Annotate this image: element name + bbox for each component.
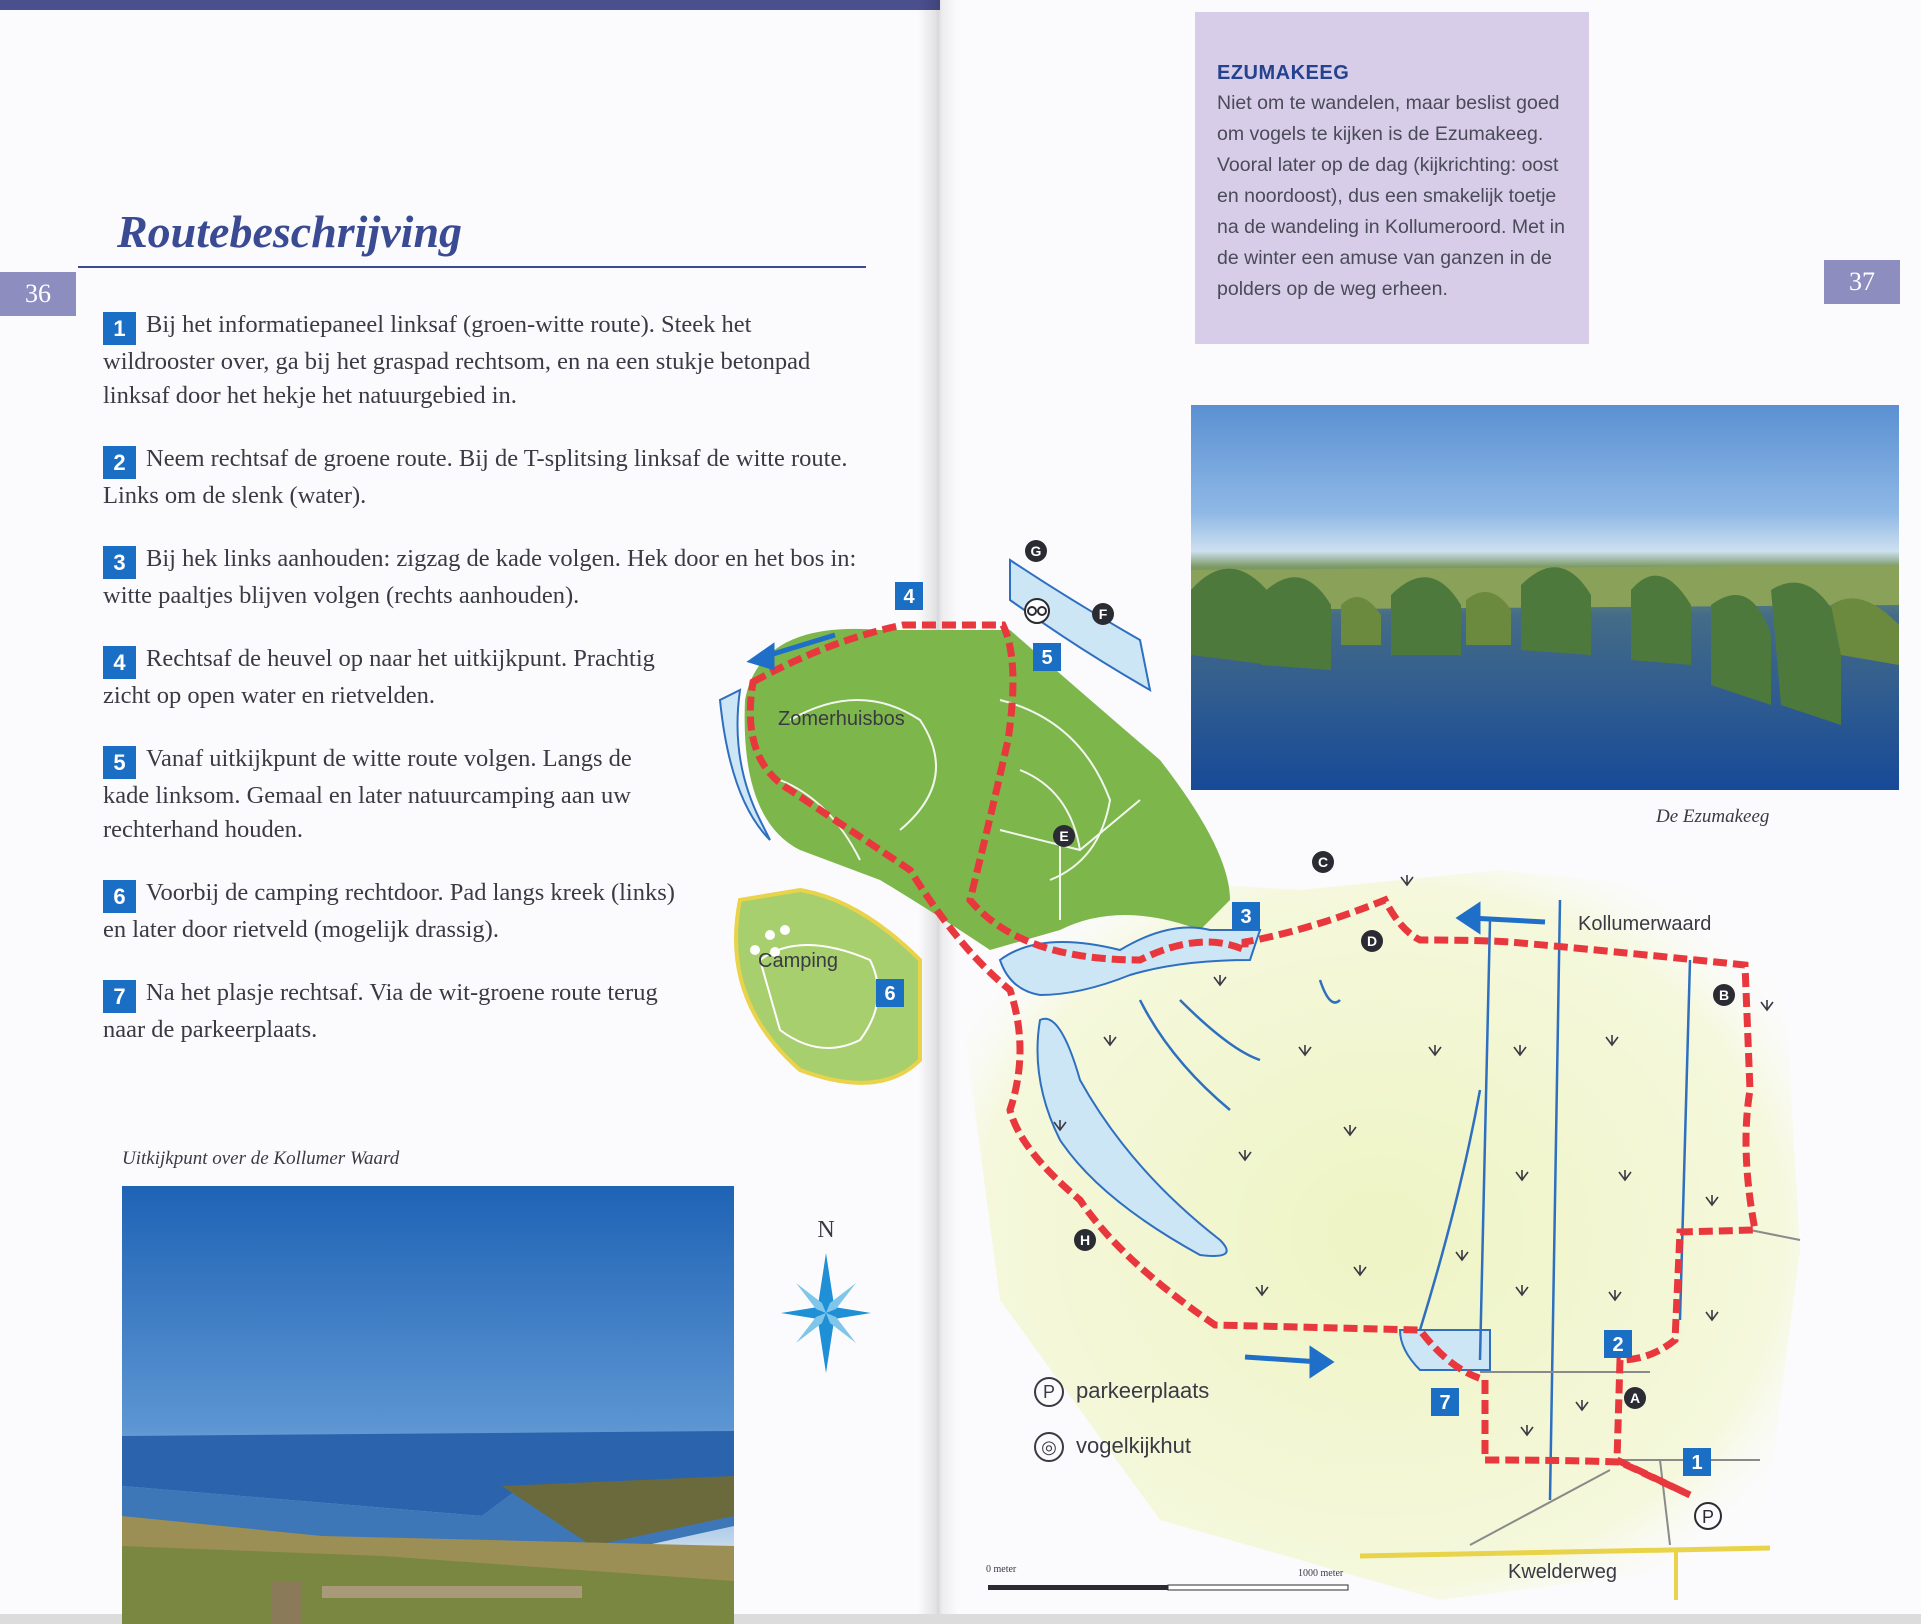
page-number-left: 36 [0, 272, 76, 316]
svg-text:F: F [1098, 606, 1108, 622]
bird-hide-icon [1025, 599, 1049, 623]
info-box-text: Niet om te wandelen, maar beslist goed om vogels te kijken is de Ezumakeeg. Vooral later op de dag (kijkrichting: oost en noordoost), dus een smakelijk toetje na de wandeling in Kollumeroord. Met in de winter een amuse van ganzen in de polders op de weg erheen. [1217, 92, 1565, 300]
step-number-badge: 2 [103, 446, 136, 479]
svg-text:H: H [1079, 1232, 1091, 1248]
svg-text:1000 meter: 1000 meter [1298, 1568, 1344, 1579]
place-camping: Camping [758, 950, 839, 972]
svg-text:2: 2 [1612, 1334, 1624, 1356]
svg-text:E: E [1059, 828, 1069, 844]
step-number-badge: 4 [103, 646, 136, 679]
step-number-badge: 1 [103, 312, 136, 345]
step-text: Na het plasje rechtsaf. Via de wit-groene route terug naar de parkeerplaats. [103, 979, 658, 1043]
svg-text:0 meter: 0 meter [986, 1564, 1017, 1575]
svg-text:4: 4 [903, 586, 915, 608]
compass-rose-icon [781, 1253, 871, 1373]
parking-icon [1695, 1503, 1721, 1529]
place-kwelderweg: Kwelderweg [1508, 1561, 1617, 1583]
binoculars-icon: ◎ [1034, 1432, 1064, 1462]
scale-bar [986, 1564, 1348, 1590]
step-number-badge: 7 [103, 980, 136, 1013]
step-text: Vanaf uitkijkpunt de witte route volgen. Langs de kade linksom. Gemaal en later natuurcamping aan uw rechterhand houden. [103, 745, 632, 843]
place-zomerhuisbos: Zomerhuisbos [778, 708, 905, 730]
info-box-title: EZUMAKEEG [1217, 62, 1350, 84]
step-text: Bij hek links aanhouden: zigzag de kade volgen. Hek door en het bos in: witte paaltjes blijven volgen (rechts aanhouden). [103, 545, 857, 609]
page-number-right: 37 [1824, 260, 1900, 304]
svg-text:1: 1 [1691, 1452, 1703, 1474]
svg-text:3: 3 [1240, 906, 1252, 928]
svg-text:D: D [1366, 933, 1378, 949]
step-text: Rechtsaf de heuvel op naar het uitkijkpunt. Prachtig zicht op open water en rietvelden. [103, 645, 655, 709]
svg-text:5: 5 [1041, 647, 1053, 669]
svg-text:6: 6 [884, 983, 896, 1005]
compass-north-label: N [817, 1217, 835, 1243]
parking-legend-icon: P [1034, 1377, 1064, 1407]
left-photo-caption: Uitkijkpunt over de Kollumer Waard [122, 1148, 400, 1169]
svg-text:7: 7 [1439, 1392, 1451, 1414]
svg-text:P: P [1701, 1507, 1715, 1527]
legend-parking [1034, 1377, 1209, 1407]
step-text: Voorbij de camping rechtdoor. Pad langs kreek (links) en later door rietveld (mogelijk drassig). [103, 879, 675, 943]
svg-text:G: G [1030, 543, 1042, 559]
svg-text:A: A [1629, 1390, 1641, 1406]
step-number-badge: 5 [103, 746, 136, 779]
step-text: Bij het informatiepaneel linksaf (groen-witte route). Steek het wildrooster over, ga bij het graspad rechtsom, en na een stukje betonpad linksaf door het hekje het natuurgebied in. [103, 311, 811, 409]
legend-label: vogelkijkhut [1076, 1432, 1191, 1458]
legend-bird-hide [1034, 1432, 1191, 1462]
step-text: Neem rechtsaf de groene route. Bij de T-splitsing linksaf de witte route. Links om de slenk (water). [103, 445, 848, 509]
place-kollumerwaard: Kollumerwaard [1578, 913, 1712, 935]
step-number-badge: 6 [103, 880, 136, 913]
step-number-badge: 3 [103, 546, 136, 579]
legend-label: parkeerplaats [1076, 1377, 1210, 1403]
svg-text:C: C [1317, 854, 1329, 870]
page-title: Routebeschrijving [117, 206, 463, 257]
svg-text:B: B [1718, 987, 1730, 1003]
right-photo-caption: De Ezumakeeg [1656, 806, 1770, 827]
